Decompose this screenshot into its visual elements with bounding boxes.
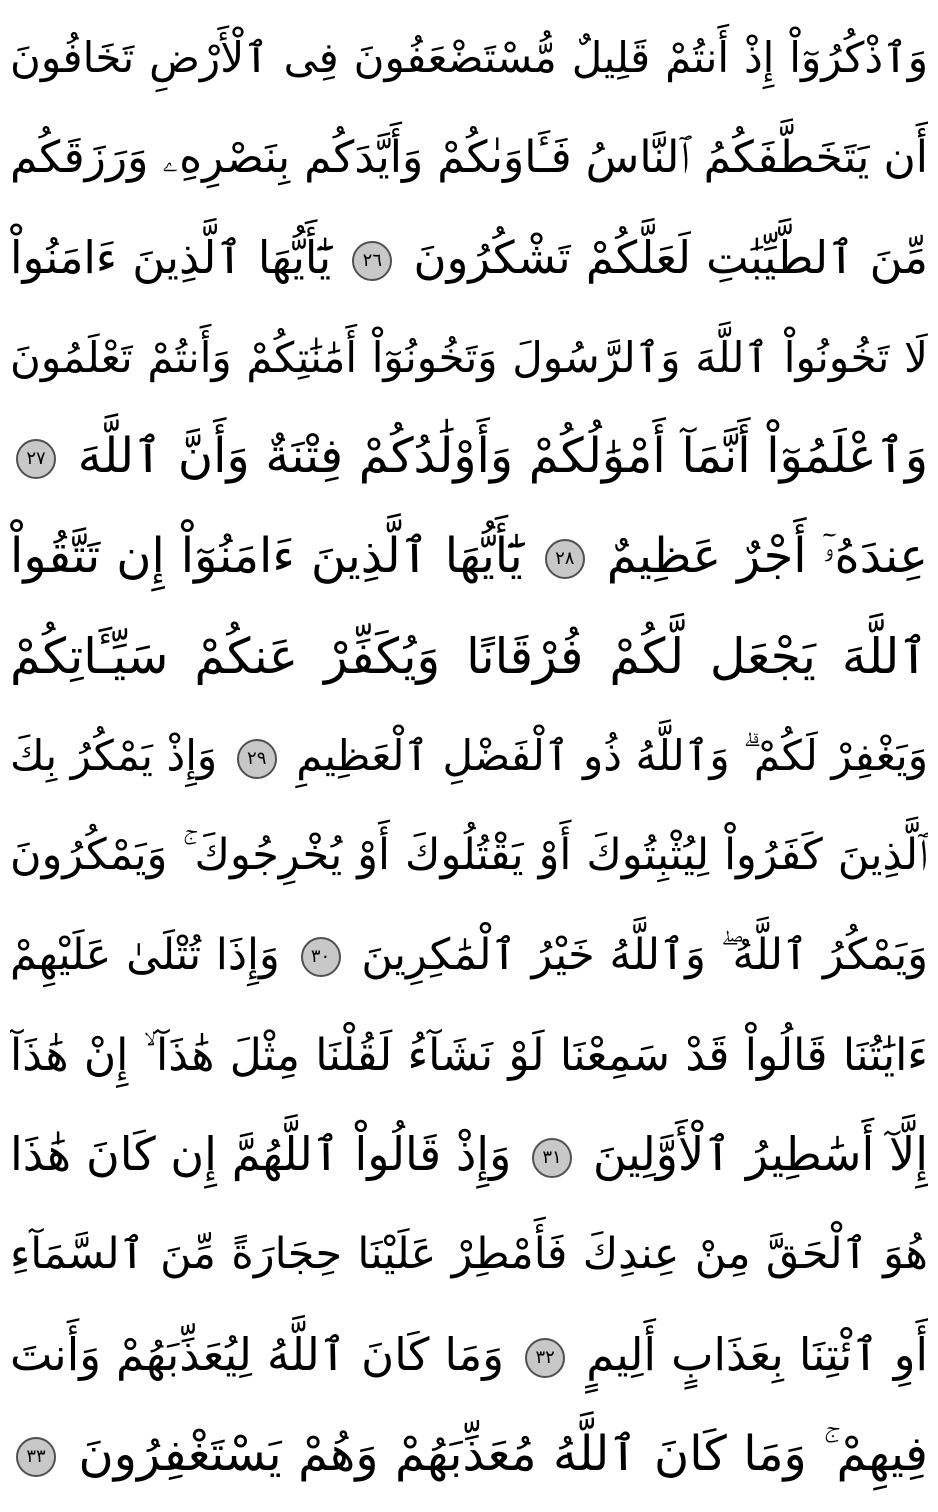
verse-segment: أَوِ ٱئْتِنَا بِعَذَابٍ أَلِيمٍ (586, 1327, 928, 1381)
verse-segment: وَإِذْ قَالُواْ ٱللَّهُمَّ إِن كَانَ هَٰذَا (10, 1127, 512, 1182)
verse-text: وَٱذْكُرُوٓاْ إِذْ أَنتُمْ قَلِيلٌ مُّسْتَضْعَفُونَ فِى ٱلْأَرْضِ تَخَافُونَ (10, 33, 928, 83)
verse-text (10, 1405, 928, 1504)
ayah-number-marker: ٣٣ (16, 1437, 56, 1477)
ayah-number-marker: ٢٨ (545, 539, 585, 579)
verse-segment: إِلَّآ أَسَٰطِيرُ ٱلْأَوَّلِينَ (592, 1127, 928, 1182)
verse-text: ءَايَٰتُنَا قَالُواْ قَدْ سَمِعْنَا لَوْ نَشَآءُ لَقُلْنَا مِثْلَ هَٰذَآ ۙ إِنْ هَٰذَآ (10, 1029, 928, 1081)
verse-text (10, 706, 928, 805)
mushaf-page (10, 8, 928, 1504)
verse-text: ٱلَّذِينَ كَفَرُواْ لِيُثْبِتُوكَ أَوْ يَقْتُلُوكَ أَوْ يُخْرِجُوكَ ۚ وَيَمْكُرُونَ (10, 830, 928, 881)
ayah-number-marker: ٣١ (532, 1138, 572, 1178)
verse-text: أَن يَتَخَطَّفَكُمُ ٱلنَّاسُ فَـَٔاوَىٰكُمْ وَأَيَّدَكُم بِنَصْرِهِۦ وَرَزَقَكُم (10, 132, 928, 184)
verse-segment: مِّنَ ٱلطَّيِّبَٰتِ لَعَلَّكُمْ تَشْكُرُونَ (413, 230, 928, 284)
verse-line (10, 108, 928, 208)
ayah-number-marker: ٣٠ (301, 937, 341, 977)
verse-line (10, 507, 928, 607)
verse-text (10, 507, 928, 606)
verse-line (10, 1005, 928, 1105)
verse-text: ٱللَّهَ يَجْعَل لَّكُمْ فُرْقَانًا وَيُكَفِّرْ عَنكُمْ سَيِّـَٔاتِكُمْ (10, 627, 928, 685)
verse-text: لَا تَخُونُواْ ٱللَّهَ وَٱلرَّسُولَ وَتَخُونُوٓاْ أَمَٰنَٰتِكُمْ وَأَنتُمْ تَعْلَمُونَ (10, 332, 928, 382)
verse-text (10, 208, 928, 307)
verse-segment: عِندَهُۥٓ أَجْرٌ عَظِيمٌ (606, 528, 928, 585)
verse-text: هُوَ ٱلْحَقَّ مِنْ عِندِكَ فَأَمْطِرْ عَلَيْنَا حِجَارَةً مِّنَ ٱلسَّمَآءِ (10, 1229, 928, 1280)
ayah-number-marker: ٣٢ (525, 1338, 565, 1378)
verse-line (10, 1404, 928, 1504)
verse-segment: يَٰٓأَيُّهَا ٱلَّذِينَ ءَامَنُوٓاْ إِن تَتَّقُواْ (10, 528, 523, 585)
verse-line (10, 1205, 928, 1305)
verse-line (10, 307, 928, 407)
verse-segment: وَإِذَا تُتْلَىٰ عَلَيْهِمْ (10, 929, 280, 980)
verse-line (10, 207, 928, 307)
verse-text (10, 906, 928, 1005)
verse-line (10, 706, 928, 806)
verse-segment: وَإِذْ يَمْكُرُ بِكَ (10, 731, 218, 781)
ayah-number-marker: ٢٦ (352, 241, 392, 281)
ayah-number-marker: ٢٩ (237, 739, 277, 779)
verse-text (10, 1305, 928, 1404)
verse-segment: يَٰٓأَيُّهَا ٱلَّذِينَ ءَامَنُواْ (10, 230, 332, 284)
verse-line (10, 1105, 928, 1205)
verse-segment: وَيَغْفِرْ لَكُمْ ۗ وَٱللَّهُ ذُو ٱلْفَضْلِ ٱلْعَظِيمِ (296, 731, 928, 781)
verse-line (10, 1305, 928, 1405)
verse-text (10, 407, 928, 506)
verse-segment: وَمَا كَانَ ٱللَّهُ لِيُعَذِّبَهُمْ وَأَنتَ (10, 1327, 505, 1381)
verse-segment: فِيهِمْ ۚ وَمَا كَانَ ٱللَّهُ مُعَذِّبَهُمْ وَهُمْ يَسْتَغْفِرُونَ (78, 1425, 928, 1482)
verse-line (10, 8, 928, 108)
ayah-number-marker: ٢٧ (16, 439, 56, 479)
verse-line (10, 806, 928, 906)
verse-segment: وَيَمْكُرُ ٱللَّهُ ۖ وَٱللَّهُ خَيْرُ ٱلْمَٰكِرِينَ (361, 929, 928, 980)
verse-text (10, 1105, 928, 1204)
verse-line (10, 906, 928, 1006)
verse-segment: وَٱعْلَمُوٓاْ أَنَّمَآ أَمْوَٰلُكُمْ وَأَوْلَٰدُكُمْ فِتْنَةٌ وَأَنَّ ٱللَّهَ (77, 428, 928, 485)
verse-line (10, 407, 928, 507)
verse-line (10, 606, 928, 706)
